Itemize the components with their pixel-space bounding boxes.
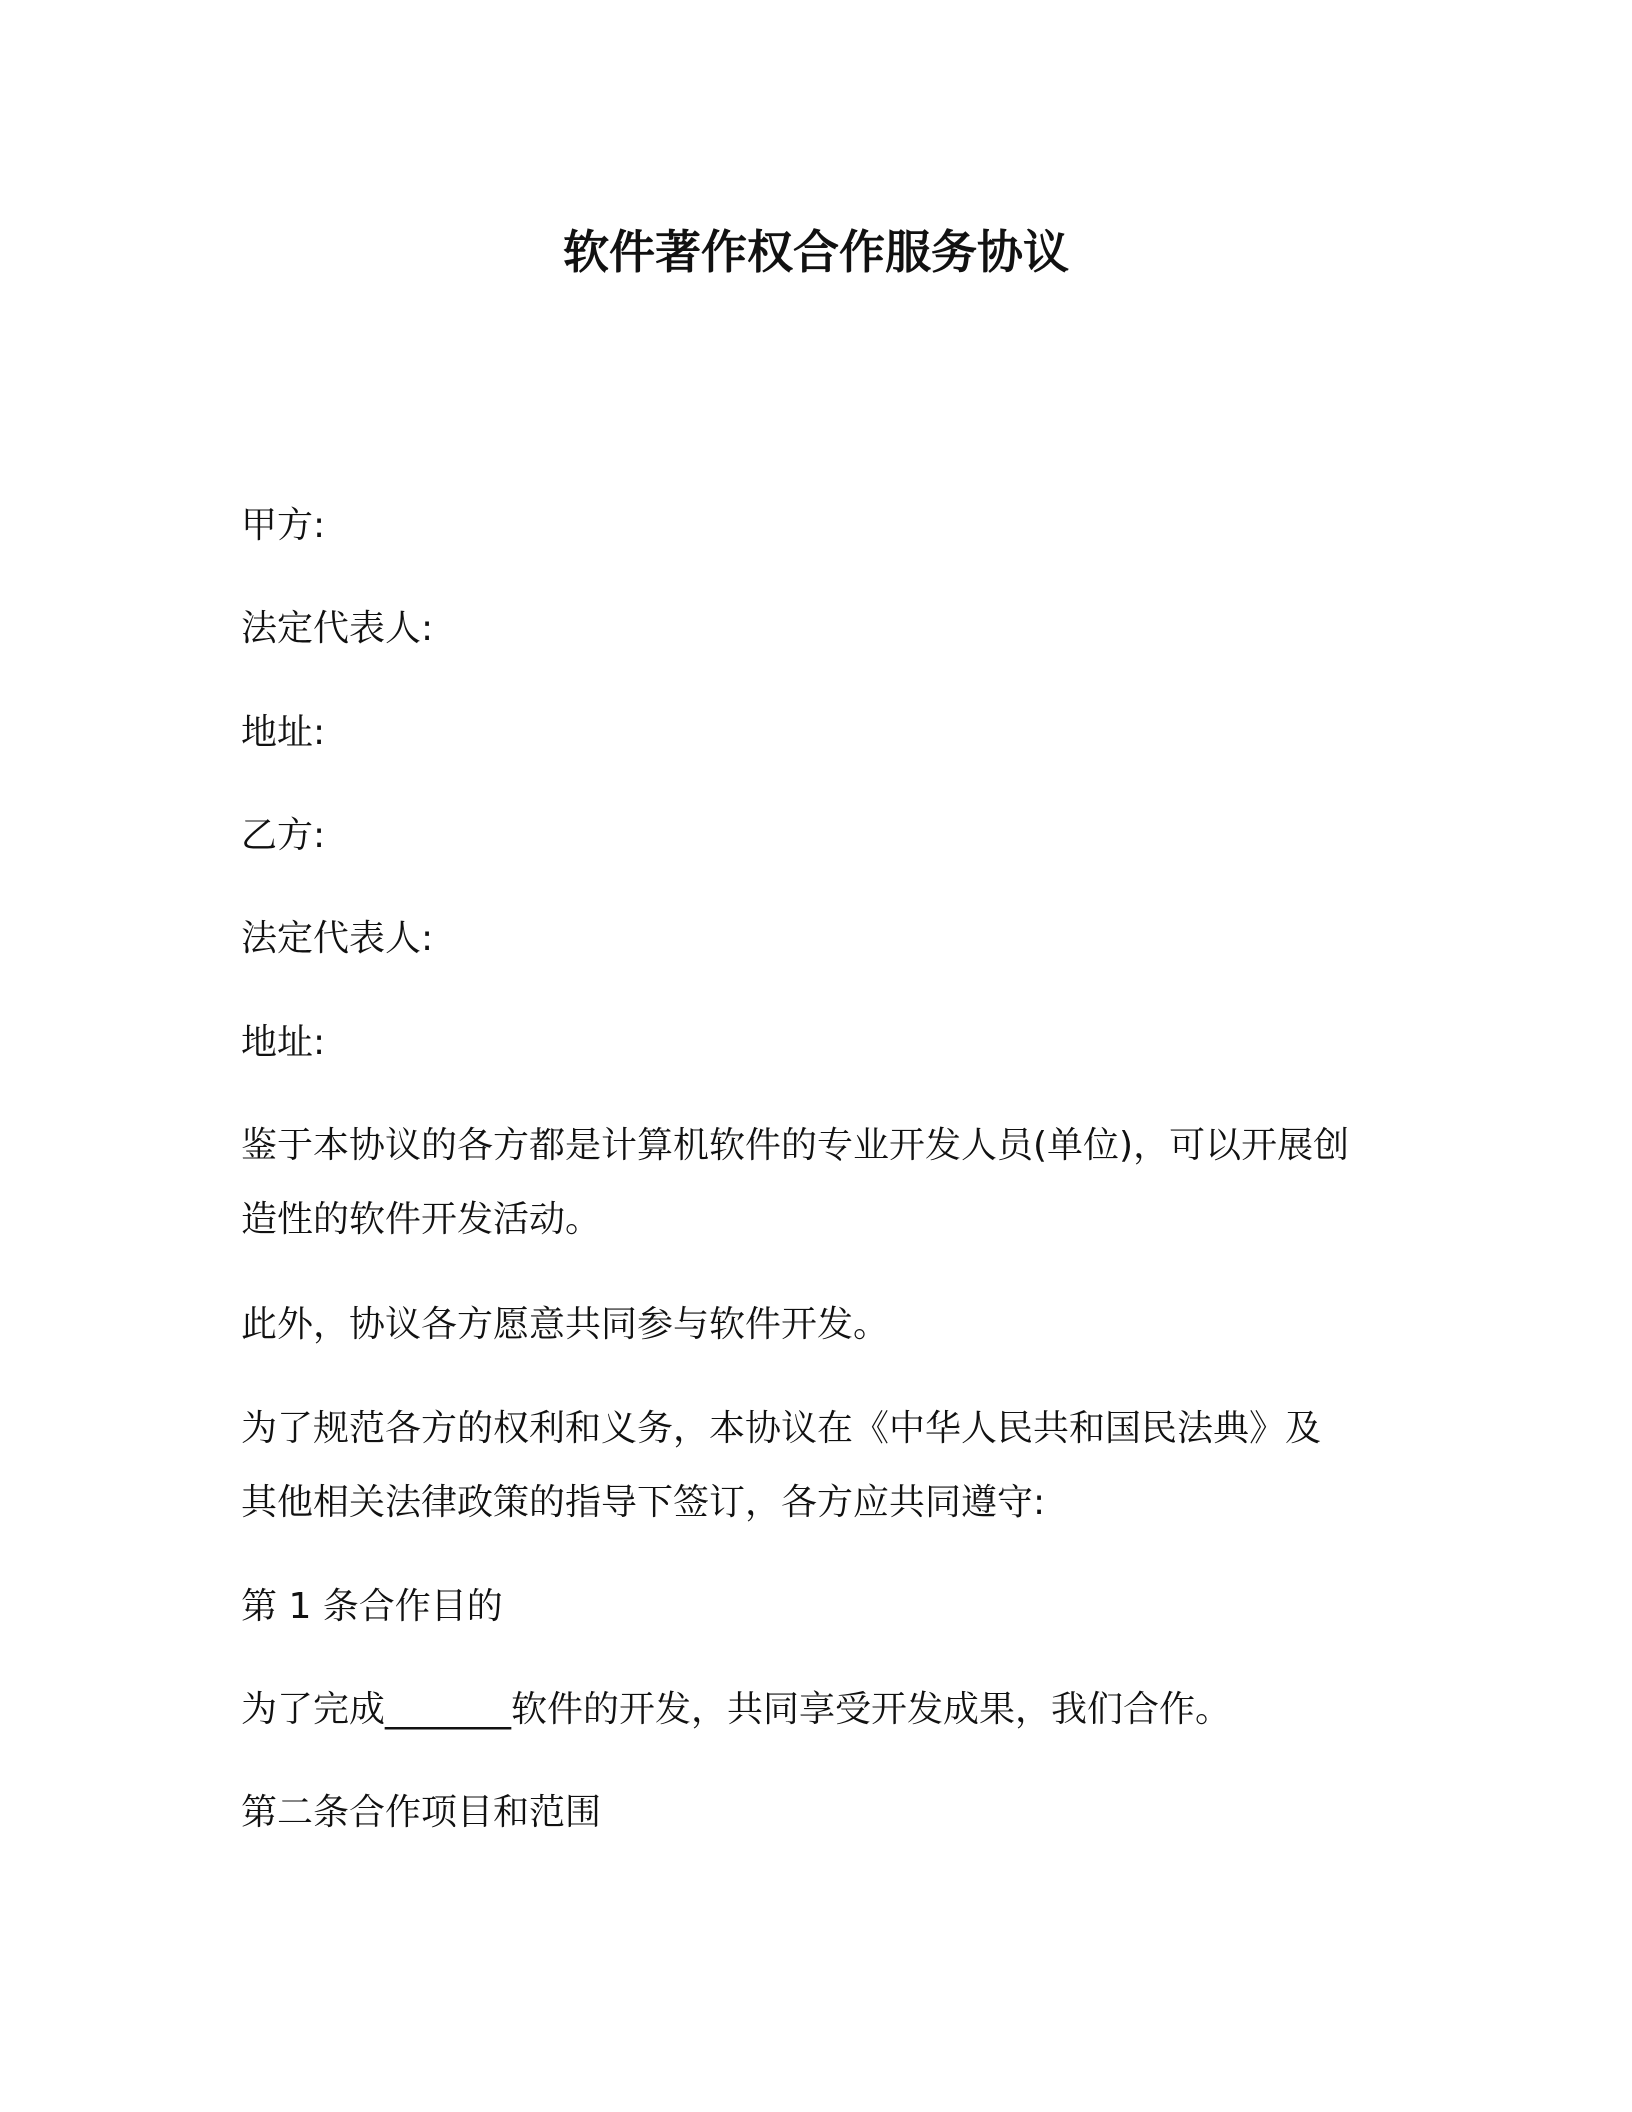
legal-basis-paragraph-line-1: 为了规范各方的权利和义务，本协议在《中华人民共和国民法典》及: [241, 1408, 1322, 1449]
article-2-heading: 第二条合作项目和范围: [241, 1792, 602, 1833]
article-1-heading: 第 1 条合作目的: [241, 1586, 503, 1627]
party-a-representative-label: 法定代表人:: [241, 608, 434, 649]
document-title: 软件著作权合作服务协议: [563, 225, 1069, 279]
party-b-label: 乙方:: [241, 815, 326, 856]
preamble-paragraph-line-2: 造性的软件开发活动。: [241, 1199, 602, 1240]
legal-basis-paragraph-line-2: 其他相关法律政策的指导下签订，各方应共同遵守:: [241, 1482, 1046, 1523]
cooperation-paragraph: 此外，协议各方愿意共同参与软件开发。: [241, 1304, 890, 1345]
article-1-body: 为了完成_______软件的开发，共同享受开发成果，我们合作。: [241, 1689, 1232, 1730]
preamble-paragraph-line-1: 鉴于本协议的各方都是计算机软件的专业开发人员(单位)，可以开展创: [241, 1125, 1350, 1166]
party-a-address-label: 地址:: [241, 712, 326, 753]
party-b-address-label: 地址:: [241, 1022, 326, 1063]
party-b-representative-label: 法定代表人:: [241, 918, 434, 959]
party-a-label: 甲方:: [241, 505, 326, 546]
